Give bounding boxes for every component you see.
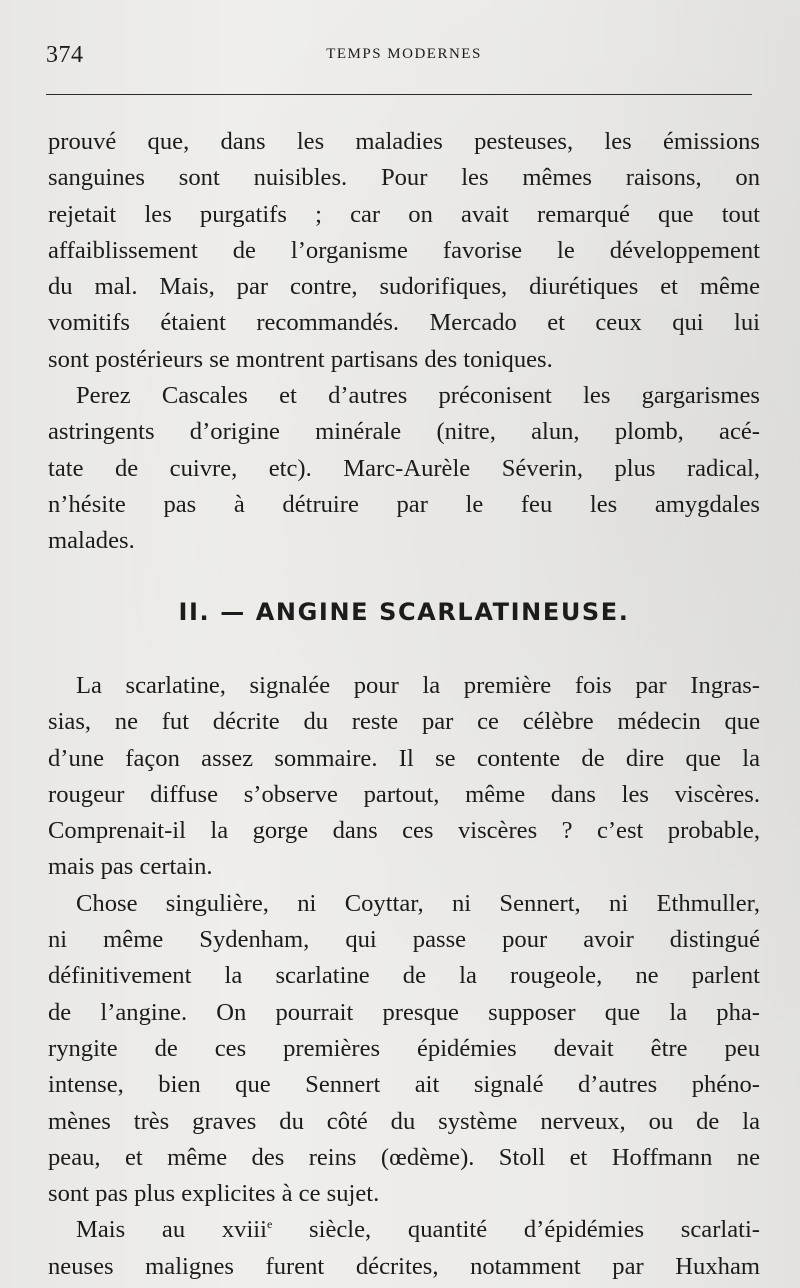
- text-line: rougeur diffuse s’observe partout, même dans les viscères.: [48, 780, 760, 808]
- text-line: définitivement la scarlatine de la rougeole, ne parlent: [48, 962, 760, 990]
- text-line: sanguines sont nuisibles. Pour les mêmes raisons, on: [48, 164, 760, 192]
- text-line: prouvé que, dans les maladies pesteuses, les émissions: [48, 128, 760, 155]
- text-block-after-heading: [48, 668, 760, 1285]
- text-line: Comprenait-il la gorge dans ces viscères ? c’est probable,: [48, 817, 760, 845]
- text-line: rejetait les purgatifs ; car on avait remarqué que tout: [48, 200, 760, 228]
- text-line: sont postérieurs se montrent partisans des toniques.: [48, 345, 553, 373]
- text-line: sont pas plus explicites à ce sujet.: [48, 1180, 380, 1208]
- text-line: d’une façon assez sommaire. Il se contente de dire que la: [48, 744, 760, 772]
- text-line: ni même Sydenham, qui passe pour avoir distingué: [48, 926, 760, 954]
- text-line: affaiblissement de l’organisme favorise le développement: [48, 236, 760, 264]
- header-rule: [46, 94, 752, 95]
- text-line: neuses malignes furent décrites, notamment par Huxham: [48, 1252, 760, 1280]
- section-heading: II. — ANGINE SCARLATINEUSE.: [178, 598, 630, 626]
- text-fragment: Mais au xviii: [76, 1216, 267, 1244]
- text-line: malades.: [48, 527, 135, 555]
- text-line: vomitifs étaient recommandés. Mercado et ceux qui lui: [48, 309, 760, 337]
- text-line: La scarlatine, signalée pour la première fois par Ingras-: [76, 672, 760, 699]
- text-fragment: siècle, quantité d’épidémies scarlati-: [272, 1216, 760, 1244]
- page-number: 374: [46, 42, 84, 68]
- text-block-before-heading: [48, 124, 760, 560]
- paragraph: [48, 124, 760, 378]
- text-line: peau, et même des reins (œdème). Stoll et Hoffmann ne: [48, 1143, 760, 1171]
- paragraph: [48, 378, 760, 559]
- text-line: n’hésite pas à détruire par le feu les amygdales: [48, 490, 760, 518]
- paragraph: [48, 668, 760, 886]
- text-line: du mal. Mais, par contre, sudorifiques, diurétiques et même: [48, 273, 760, 301]
- text-line: de l’angine. On pourrait presque supposer que la pha-: [48, 998, 760, 1026]
- paragraph: [48, 1212, 760, 1285]
- text-line: astringents d’origine minérale (nitre, alun, plomb, acé-: [48, 418, 760, 446]
- text-line: mais pas certain.: [48, 853, 213, 881]
- text-line: Chose singulière, ni Coyttar, ni Sennert, ni Ethmuller,: [76, 889, 760, 917]
- text-line: ryngite de ces premières épidémies devait être peu: [48, 1034, 760, 1062]
- paragraph: [48, 886, 760, 1213]
- text-line: mènes très graves du côté du système nerveux, ou de la: [48, 1107, 760, 1135]
- running-head: [46, 40, 752, 74]
- running-title: TEMPS MODERNES: [326, 46, 482, 62]
- text-line: tate de cuivre, etc). Marc-Aurèle Séverin, plus radical,: [48, 454, 760, 482]
- text-line: intense, bien que Sennert ait signalé d’autres phéno-: [48, 1071, 760, 1099]
- superscript: e: [266, 1217, 273, 1232]
- text-line: Perez Cascales et d’autres préconisent les gargarismes: [76, 382, 760, 410]
- text-line: sias, ne fut décrite du reste par ce célèbre médecin que: [48, 708, 760, 736]
- text-line: [48, 1212, 760, 1248]
